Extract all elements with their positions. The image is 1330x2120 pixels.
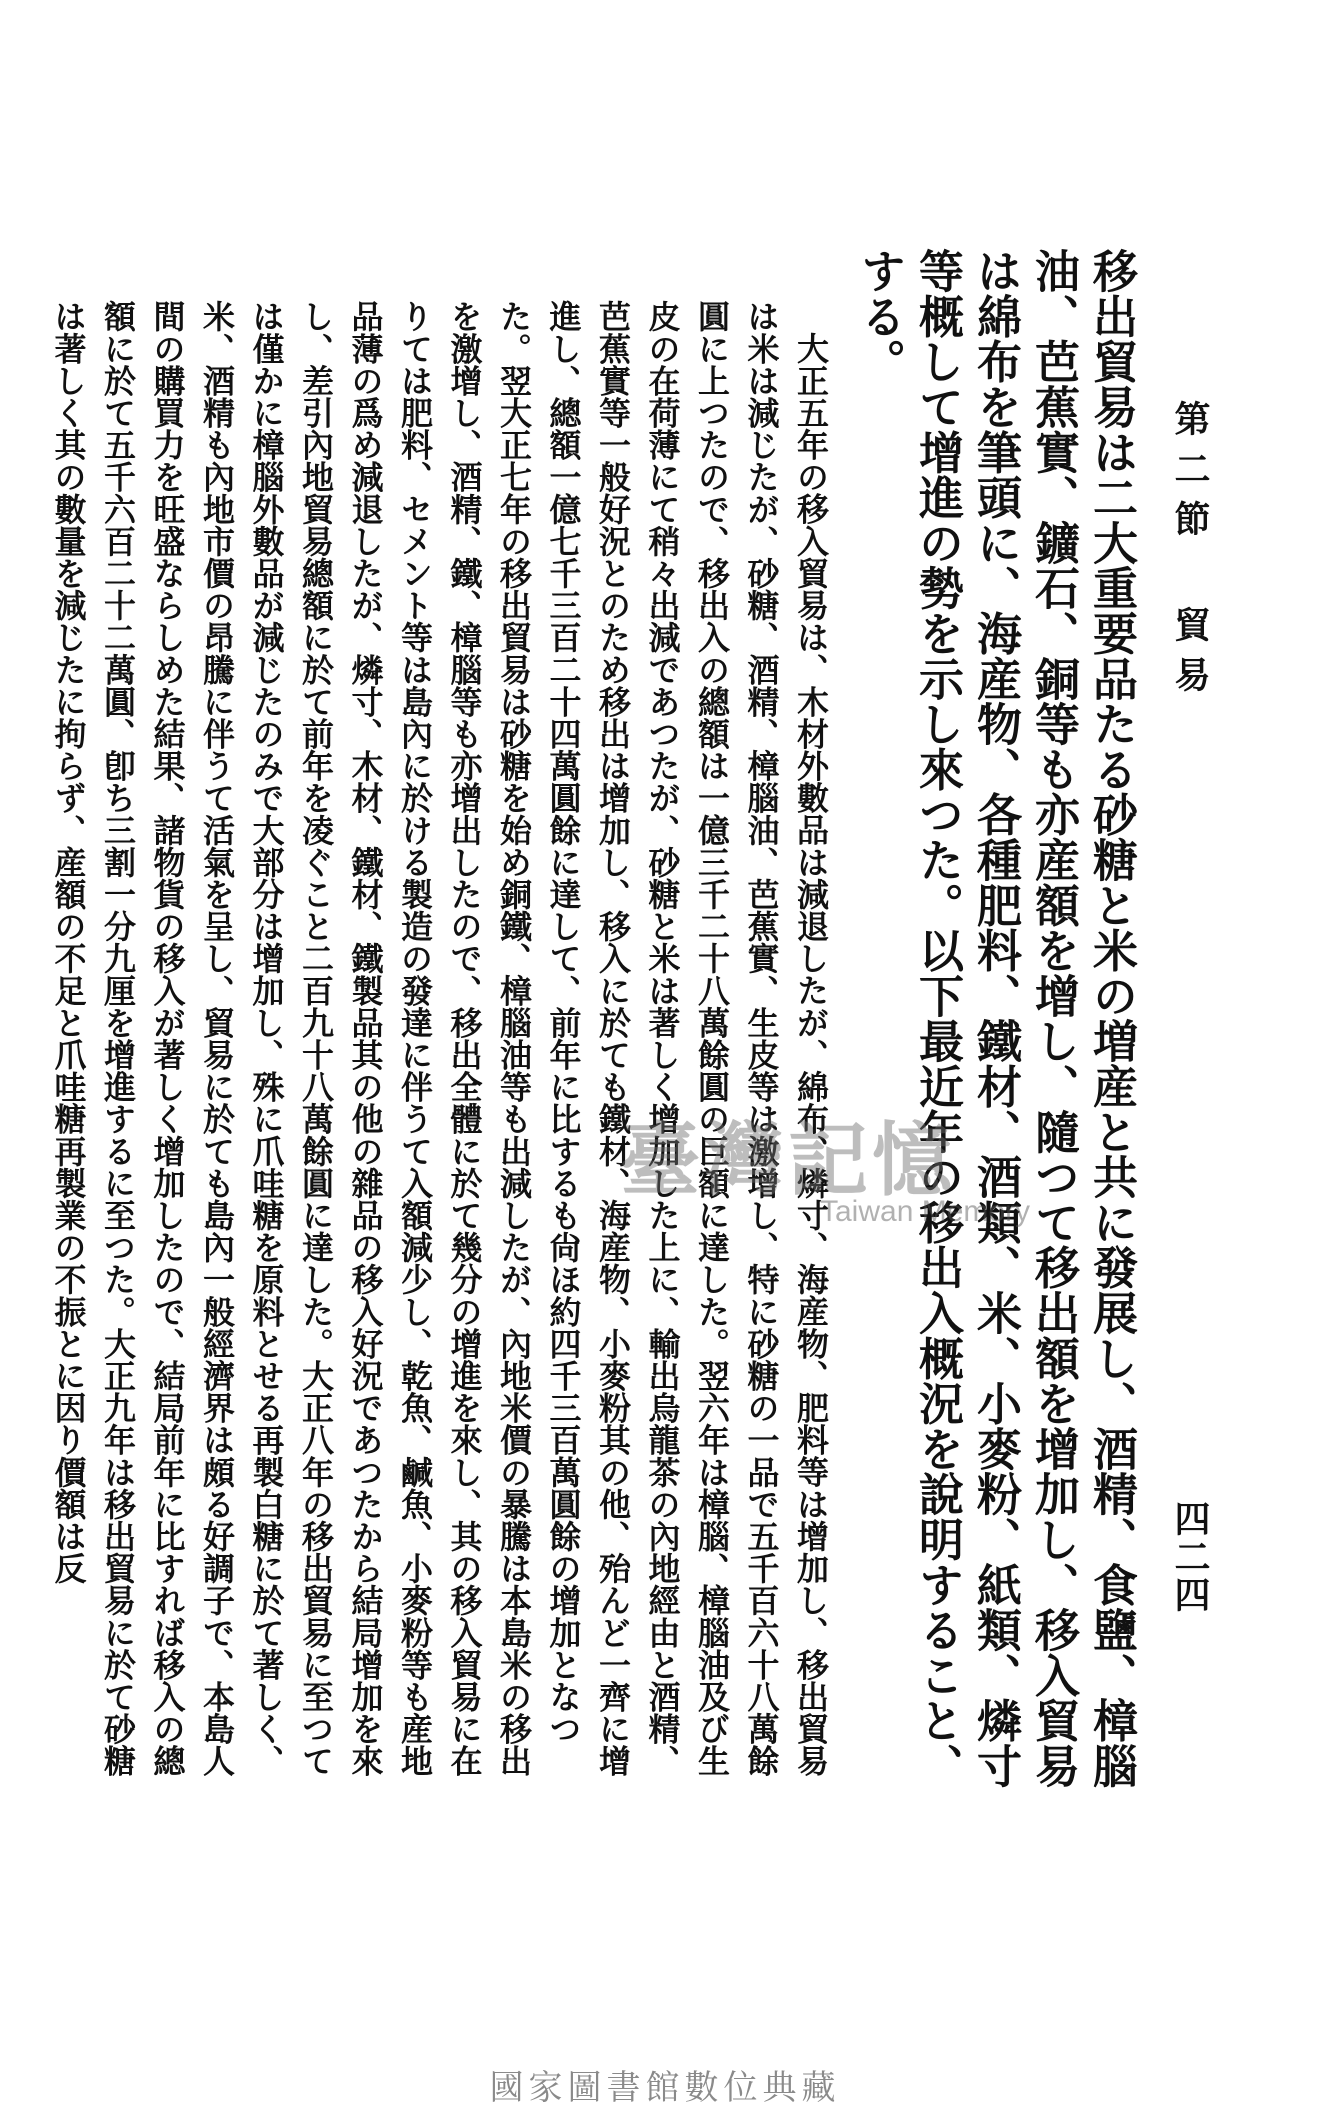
watermark-subtitle: Taiwan Memory — [820, 1195, 1031, 1228]
page-header — [1165, 400, 1211, 1920]
lead-paragraph: 移出貿易は二大重要品たる砂糖と米の増産と共に發展し、酒精、食鹽、樟腦油、芭蕉實、鑛石、銅等も亦産額を增し、隨つて移出額を增加し、移入貿易は綿布を筆頭に、海産物、各種肥料、鐵材、酒類、米、小麥粉、紙類、燐寸等概して增進の勢を示し來つた。以下最近年の移出入概況を說明すること、する。 — [853, 248, 1138, 1789]
lead-paragraph-block — [853, 248, 1140, 1808]
body-paragraph: 大正五年の移入貿易は、木材外數品は減退したが、綿布、燐寸、海産物、肥料等は增加し、移出貿易は米は減じたが、砂糖、酒精、樟腦油、芭蕉實、生皮等は激增し、特に砂糖の一品で五千百六十八萬餘圓に上つたので、移出入の總額は一億三千二十八萬餘圓の巨額に達した。翌六年は樟腦、樟腦油及び生皮の在荷薄にて稍々出減であつたが、砂糖と米は著しく增加した上に、輸出烏龍茶の內地經由と酒精、芭蕉實等一般好況とのため移出は增加し、移入に於ても鐵材、海産物、小麥粉其の他、殆んど一齊に增進し、總額一億七千三百二十四萬圓餘に達して、前年に比するも尙ほ約四千三百萬圓餘の增加となつた。翌大正七年の移出貿易は砂糖を始め銅鐵、樟腦油等も出減したが、內地米價の暴騰は本島米の移出を激增し、酒精、鐵、樟腦等も亦增出したので、移出全體に於て幾分の增進を來し、其の移入貿易に在りては肥料、セメント等は島內に於ける製造の發達に伴うて入額減少し、乾魚、鹹魚、小麥粉等も産地品薄の爲め減退したが、燐寸、木材、鐵材、鐵製品其の他の雜品の移入好況であつたから結局增加を來し、差引內地貿易總額に於て前年を凌ぐこと二百九十八萬餘圓に達した。大正八年の移出貿易に至つては僅かに樟腦外數品が減じたのみで大部分は增加し、殊に爪哇糖を原料とせる再製白糖に於て著しく、米、酒精も內地市價の昂騰に伴うて活氣を呈し、貿易に於ても島內一般經濟界は頗る好調子で、本島人間の購買力を旺盛ならしめた結果、諸物貨の移入が著しく增加したので、結局前年に比すれば移入の總額に於て五千六百二十二萬圓、卽ち三割一分九厘を增進するに至つた。大正九年は移出貿易に於て砂糖は著しく其の數量を減じたに拘らず、産額の不足と爪哇糖再製業の不振とに因り價額は反 — [49, 300, 830, 1777]
footer-credit: 國家圖書館數位典藏 — [489, 2068, 841, 2108]
watermark-logo-text: 臺灣記憶 — [620, 1113, 956, 1207]
body-paragraph-block — [49, 300, 835, 1800]
section-title: 第二節 貿易 — [1169, 400, 1211, 706]
page-number: 四二四 — [1169, 1500, 1211, 1614]
